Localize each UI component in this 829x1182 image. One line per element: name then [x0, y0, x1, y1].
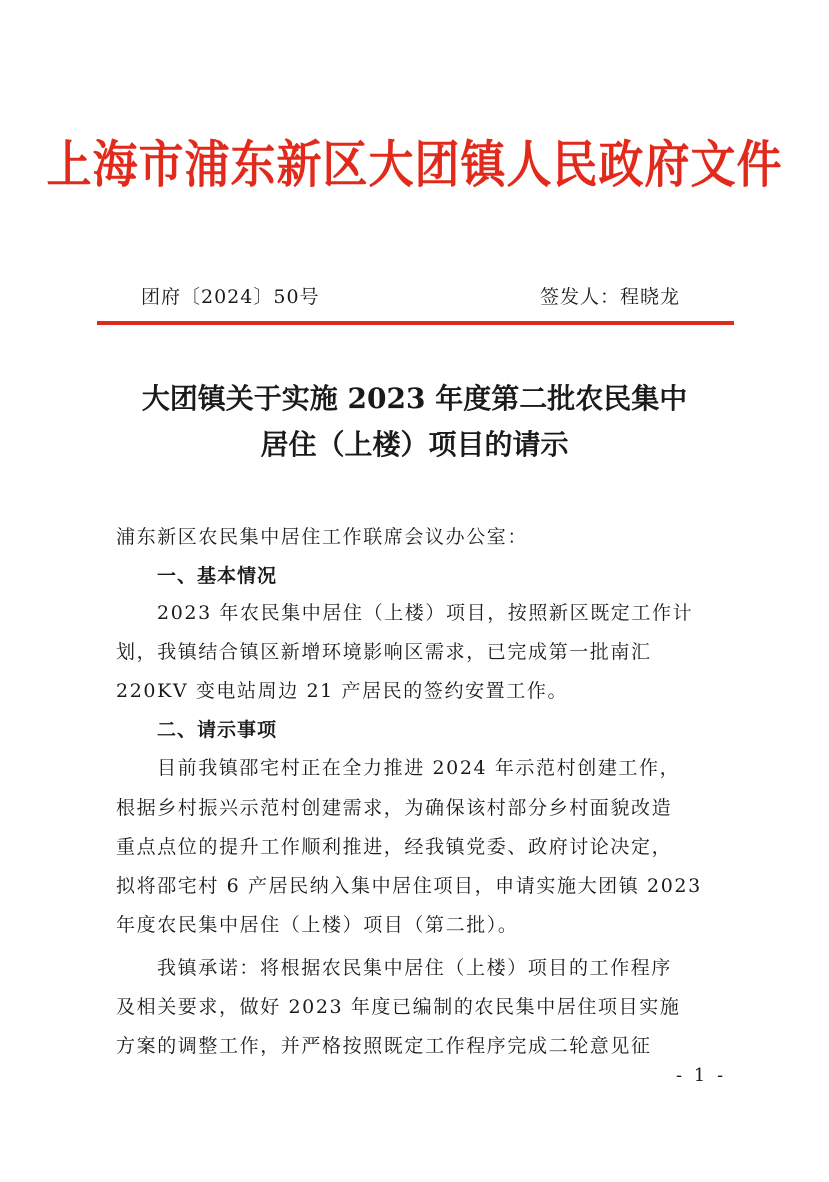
section-heading-request: 二、请示事项 [157, 719, 278, 741]
paragraph-line: 方案的调整工作，并严格按照既定工作程序完成二轮意见征 [116, 1035, 652, 1057]
document-title-line-2: 居住（上楼）项目的请示 [260, 428, 569, 461]
paragraph-line: 拟将邵宅村 6 产居民纳入集中居住项目，申请实施大团镇 2023 [116, 875, 702, 897]
paragraph-line: 目前我镇邵宅村正在全力推进 2024 年示范村创建工作， [157, 757, 681, 779]
addressee: 浦东新区农民集中居住工作联席会议办公室： [116, 526, 529, 548]
document-title [80, 376, 749, 468]
masthead-title: 上海市浦东新区大团镇人民政府文件 [46, 134, 783, 195]
paragraph-line: 根据乡村振兴示范村创建需求，为确保该村部分乡村面貌改造 [116, 797, 673, 819]
page-number: - 1 - [676, 1065, 727, 1086]
document-title-line-1: 大团镇关于实施 2023 年度第二批农民集中 [141, 382, 688, 415]
signer: 签发人：程晓龙 [540, 286, 681, 308]
paragraph-line: 2023 年农民集中居住（上楼）项目，按照新区既定工作计 [157, 602, 694, 624]
paragraph-line: 及相关要求，做好 2023 年度已编制的农民集中居住项目实施 [116, 996, 681, 1018]
red-separator-line [97, 321, 734, 325]
document-number: 团府〔2024〕50号 [141, 286, 320, 308]
paragraph-line: 重点点位的提升工作顺利推进，经我镇党委、政府讨论决定， [116, 836, 673, 858]
section-heading-basic: 一、基本情况 [157, 565, 278, 587]
paragraph-line: 年度农民集中居住（上楼）项目（第二批）。 [116, 914, 519, 936]
paragraph-line: 220KV 变电站周边 21 产居民的签约安置工作。 [116, 680, 569, 702]
paragraph-line: 划，我镇结合镇区新增环境影响区需求，已完成第一批南汇 [116, 641, 652, 663]
paragraph-line: 我镇承诺：将根据农民集中居住（上楼）项目的工作程序 [157, 957, 673, 979]
